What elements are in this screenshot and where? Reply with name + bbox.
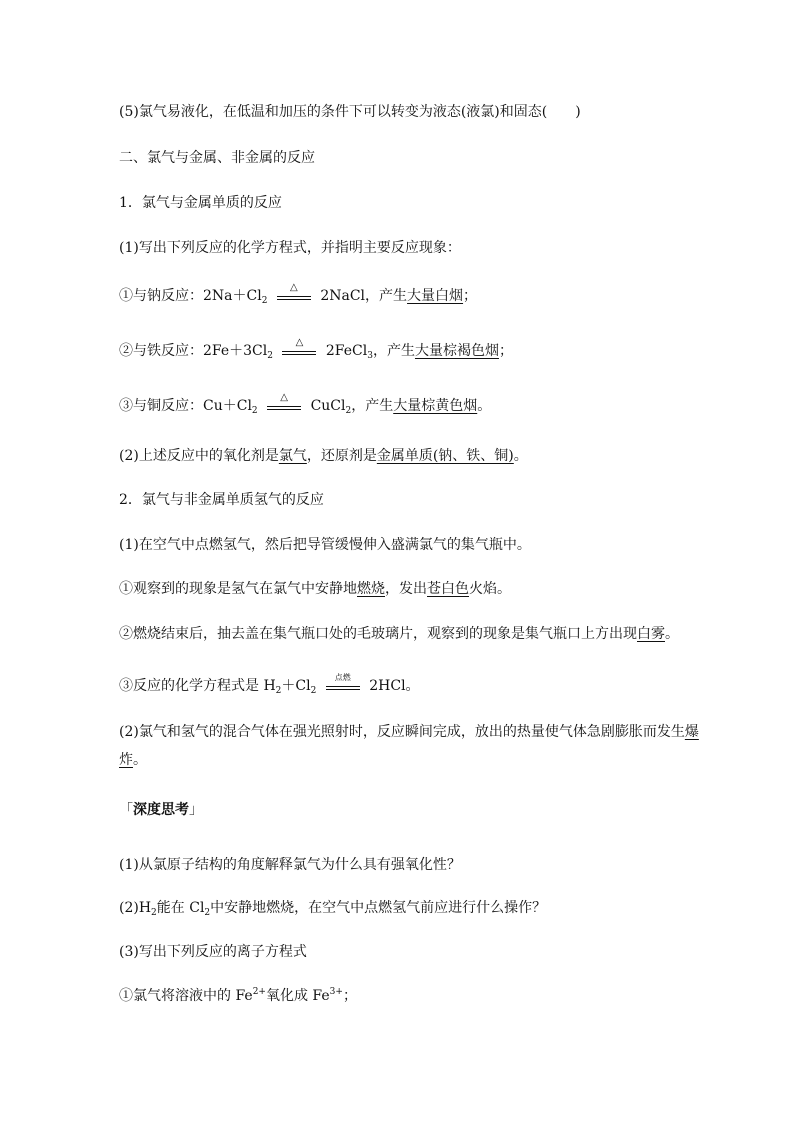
question-2: $(2)H_2$能在 $Cl_2$中安静地燃烧，在空气中点燃氢气前应进行什么操作？	[119, 900, 547, 918]
heating-equals-sign: △	[277, 286, 311, 306]
answer-explosion: 爆炸	[119, 724, 699, 768]
experiment-description: (1)在空气中点燃氢气，然后把导管缓慢伸入盛满氯气的集气瓶中。	[119, 537, 531, 553]
reaction-copper: ③与铜反应：$Cu+Cl_2$ △ CuCl$_2$，产生大量棕黄色烟。	[119, 392, 492, 416]
answer-brownish-yellow-smoke: 大量棕黄色烟	[393, 398, 478, 414]
observation-2: ②燃烧结束后，抽去盖在集气瓶口处的毛玻璃片，观察到的现象是集气瓶口上方出现白雾。	[119, 626, 679, 642]
question-3-1: ①氯气将溶液中的 $Fe^{2+}$氧化成 $Fe^{3+}$；	[119, 987, 357, 1004]
ignite-equals-sign: 点燃	[326, 676, 360, 696]
question-3: (3)写出下列反应的离子方程式	[119, 944, 307, 960]
answer-white-smoke: 大量白烟	[407, 288, 464, 304]
answer-oxidant: 氯气	[278, 448, 307, 464]
observation-1: ①观察到的现象是氢气在氯气中安静地燃烧，发出苍白色火焰。	[119, 581, 511, 597]
subsection-1: 1．氯气与金属单质的反应	[119, 195, 282, 211]
reaction-sodium: ①与钠反应：$2Na+Cl_2$ △ 2NaCl，产生大量白烟；	[119, 282, 478, 306]
oxidant-reductant: (2)上述反应中的氧化剂是氯气，还原剂是金属单质(钠、铁、铜)。	[119, 448, 528, 464]
answer-brown-smoke: 大量棕褐色烟	[414, 343, 499, 359]
heating-equals-sign: △	[267, 396, 301, 416]
section-heading-2: 二、氯气与金属、非金属的反应	[119, 150, 315, 166]
reaction-iron: ②与铁反应：$2Fe+3Cl_2$ △ 2FeCl$_3$，产生大量棕褐色烟；	[119, 337, 513, 361]
answer-burning: 燃烧	[357, 581, 385, 597]
reaction-hydrogen-chlorine: ③反应的化学方程式是 $H_2+Cl_2$ 点燃 2HCl。	[119, 673, 420, 696]
answer-reductant: 金属单质(钠、铁、铜)	[376, 448, 514, 464]
deep-thinking-heading: 「深度思考」	[119, 802, 203, 818]
answer-pale-flame: 苍白色	[427, 581, 469, 597]
answer-white-mist: 白雾	[637, 626, 665, 642]
mixture-explosion: (2)氯气和氢气的混合气体在强光照射时，反应瞬间完成，放出的热量使气体急剧膨胀而发生爆炸。	[119, 724, 699, 768]
instruction-1: (1)写出下列反应的化学方程式，并指明主要反应现象：	[119, 240, 461, 256]
subsection-2: 2．氯气与非金属单质氢气的反应	[119, 492, 324, 508]
heating-equals-sign: △	[282, 341, 316, 361]
item-5-liquefaction: (5)氯气易液化，在低温和加压的条件下可以转变为液态(液氯)和固态( )	[119, 104, 581, 120]
question-1: (1)从氯原子结构的角度解释氯气为什么具有强氧化性？	[119, 857, 461, 873]
